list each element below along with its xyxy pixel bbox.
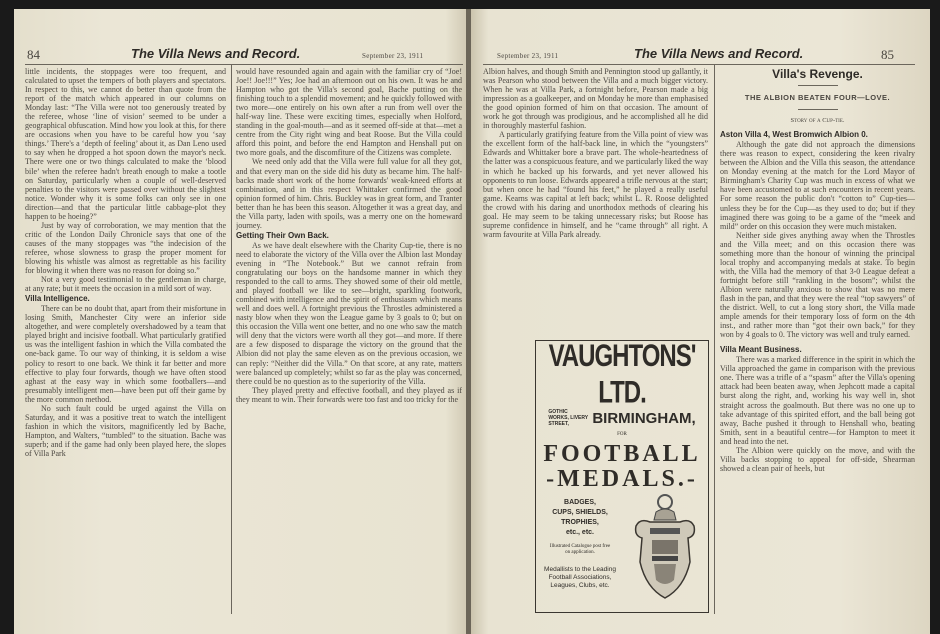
- paragraph: There was a marked difference in the spirit in which the Villa approached the game in comparison with the previous one. There was a trifle of a “spasm” after the Villa's opening attack had been beaten away, when Jephcott made a capital burst along the right, and, working his way well in, shot straight across the goalmouth. But there was no one up to take advantage of this spirited effort, and the ball being got away, Bache pushed it through to Henshall who, beating Smith, sent in a beautiful centre—for Hampton to meet it and head into the net.: [720, 355, 915, 446]
- left-column-2: [236, 67, 462, 613]
- paragraph: Although the gate did not approach the dimensions there was reason to expect, considering the keen rivalry between the Albion and the Villa this season, the attendance on Monday evening at the match for the Lord Mayor of Birmingham's Charity Cup was much in excess of what we have been accustomed to at such encounters in recent years. For some reason the public don't “cotton to” Cup-ties—unless they be for the Cup—as they used to do; but if they imagined there was going to be a game of the “meek and mild” order on this occasion they were much mistaken.: [720, 140, 915, 231]
- paragraph: would have resounded again and again with the familiar cry of “Joe! Joe!! Joe!!!” Yes; Joe had an afternoon out on his own. It was he and Hampton who got the Villa's second goal, Bache putting on the finishing touch to a splendid movement; and he quickly followed with two more—one entirely on his own after a run from well over the half-way line. These were exciting times, especially when Holford, standing in the goal-mouth—and as it seemed off-side at that—met a centre from the City right wing and beat Roose. But the Villa could afford this point, and before the end Hampton and Henshall put on two more goals, and the discomfiture of the Citizens was complete.: [236, 67, 462, 158]
- paragraph: As we have dealt elsewhere with the Charity Cup-tie, there is no need to elaborate the victory of the Villa over the Albion last Monday evening in “The Notebook.” But we cannot refrain from congratulating our boys on the handsome manner in which they responded to the call to arms. They showed some of their old mettle, and played football we like to see—bright, sparkling footwork, combined with intelligence and the spirit of enthusiasm which means well and does well. A fortnight previous the Throstles administered a nasty blow when they won the League game by 3 goals to 0; but on this occasion the Villa went one better, and no one who saw the match will deny that the victors were worth all they got—and more. If there are a few disposed to disparage the victory on the ground that the Albion did not play the same eleven as on the previous occasion, we can reply: “Neither did the Villa.” On that score, at any rate, matters were balanced up completely; whilst so far as the play was concerned, there could be no question as to the superiority of the Villa.: [236, 240, 462, 386]
- ad-football: FOOTBALL: [543, 441, 701, 467]
- column-rule: [231, 64, 232, 614]
- medal-illustration-icon: [628, 492, 702, 604]
- paragraph: We need only add that the Villa were full value for all they got, and that every man on the side did his duty as became him. The half-backs made short work of the home forwards' weak-kneed efforts at combination, and in this respect Whittaker confirmed the good opinion formed of him. Chris. Buckley was in great form, and Tranter better than he has been this season. Altogether it was a great day, and the Villa party, laden with spoils, was a merry one on the homeward journey.: [236, 157, 462, 230]
- ad-for: FOR: [617, 432, 627, 437]
- page-number: 85: [881, 47, 894, 62]
- article-subtitle: THE ALBION BEATEN FOUR—LOVE.: [744, 93, 891, 103]
- paragraph: Not a very good testimonial to the gentleman in charge, at any rate; but it meets the occasion in a mild sort of way.: [25, 275, 226, 294]
- ad-catalogue: Illustrated Catalogue post free on application.: [549, 544, 611, 555]
- match-result: Aston Villa 4, West Bromwich Albion 0.: [720, 130, 868, 140]
- header-rule: [25, 64, 463, 65]
- ad-item: CUPS, SHIELDS,: [552, 509, 608, 516]
- page-number: 84: [27, 47, 40, 62]
- article-title: Villa's Revenge.: [772, 67, 863, 81]
- issue-date: September 23, 1911: [362, 52, 424, 60]
- section-heading: Villa Meant Business.: [720, 345, 802, 355]
- section-heading: Getting Their Own Back.: [236, 230, 329, 240]
- paragraph: A particularly gratifying feature from the Villa point of view was the excellent form of the half-back line, in which the “youngsters” Edwards and Whittaker bore a brave part. The whole-heartedness of the latter was a conspicuous feature, and we particularly liked the way in which he backed up his forwards, and yet never allowed his opponents to run loose. Edwards appeared a trifle nervous at the start; but when once he had “found his feet,” he played a really useful game. Kearns was capital at left back; whilst L. R. Roose delighted the crowd with his daring and unorthodox methods of clearing his goal. He may seem to be taking unnecessary risks; but Roose has supreme confidence in himself, and he “came through” all right. A warm favourite at Villa Park already.: [483, 130, 708, 239]
- column-rule: [714, 64, 715, 614]
- header-rule: [483, 64, 915, 65]
- ad-item: etc., etc.: [565, 529, 594, 536]
- ad-city: BIRMINGHAM,: [592, 409, 696, 427]
- vaughtons-advertisement: [535, 340, 709, 613]
- ad-address: GOTHIC WORKS, LIVERY STREET,: [548, 409, 589, 427]
- paragraph: No such fault could be urged against the Villa on Saturday, and it was a positive treat to watch the intelligent fashion in which the visitors, magnificently led by Bache, Hampton, and Walters, “tumbled” to the situation. Bache was superb; and if the game had only been played here, the slopes of Villa Park: [25, 403, 226, 458]
- masthead: The Villa News and Record.: [131, 46, 301, 61]
- page-gutter: [466, 9, 471, 634]
- issue-date: September 23, 1911: [497, 52, 559, 60]
- article-kicker: Story of a Cup-tie.: [790, 117, 845, 125]
- section-heading: Villa Intelligence.: [25, 294, 90, 304]
- masthead: The Villa News and Record.: [634, 46, 804, 61]
- ad-medals: -MEDALS.-: [546, 466, 698, 492]
- paragraph: Albion halves, and though Smith and Pennington stood up gallantly, it was Pearson who stood between the Villa and a much bigger victory. When he was at Villa Park, a fortnight before, Pearson made a big impression as a goalkeeper, and on Monday he more than emphasised the good opinion formed of him on that occasion. The amount of work he got through was prodigious, and he accomplished all he did in thoroughly masterful fashion.: [483, 67, 708, 131]
- right-column-1: [483, 67, 708, 335]
- ad-item: BADGES,: [564, 499, 596, 506]
- ad-company: VAUGHTONS' LTD.: [548, 340, 696, 411]
- right-column-2: [720, 67, 915, 613]
- paragraph: Just by way of corroboration, we may mention that the critic of the London Daily Chronicle says that one of the causes of the many stoppages was “the indecision of the referee, whose slowness to grasp the proper moment for blowing his whistle was almost as regrettable as his facility for blowing it when there was no reason for doing so.”: [25, 220, 226, 276]
- ad-medallists: Medallists to the Leading Football Associations, Leagues, Clubs, etc.: [544, 566, 616, 589]
- paragraph: There can be no doubt that, apart from their misfortune in losing Smith, Manchester City were an inferior side altogether, and were completely overshadowed by a team that played bright and incisive football. What particularly gratified us was the intelligent fashion in which the Villa combated the one-back game. To our way of thinking, it is seldom a wise policy to resort to one back. We think it far better and more effective to play four forwards, though we have often stood aghast at the easy way in which some footballers—and presumably intelligent men—have been put off their game by the more common method.: [25, 304, 226, 404]
- paragraph: Neither side gives anything away when the Throstles and the Villa meet; and on this occasion there was something more than the honour of winning the principal local trophy and accompanying medals at stake. To begin with, the Villa had the memory of that 3-0 League defeat a fortnight before still “rankling in the bosom”; whilst the Albion were naturally anxious to show that was no mere flash in the pan, and that they were the real “top sawyers” of the district. Well, to cut a long story short, the Villa made ample amends for their temporary loss of form on the 4th inst., and rather more than “got their own back,” for they won by 4 goals to 0. The victory was well and truly earned.: [720, 230, 915, 340]
- paragraph: They played pretty and effective football, and they played as if they meant to win. Their forwards were too fast and too tricky for the: [236, 385, 462, 404]
- left-column-1: [25, 67, 226, 613]
- paragraph: The Albion were quickly on the move, and with the Villa backs stopping to appeal for off-side, Shearman showed a clean pair of heels, but: [720, 445, 915, 473]
- divider: [798, 85, 838, 86]
- paragraph: little incidents, the stoppages were too frequent, and calculated to upset the tempers of both players and spectators. In respect to this, we cannot do better than quote from the report of the match which appeared in our columns on Monday last: “The Villa were not too generously treated by the referee, whose ‘line of vision’ seemed to be under a geographical obfuscation. Mind how you look at this, for there are occasions when you have to be careful how you ‘say things.’ There's a ‘depth of feeling’ about it, as Dan Leno used to say when he dropped a hot spoon down the mayor's neck. There were one or two things calculated to make the ‘blood bile’ when the referee hadn't breath enough to make a tootle on Saturday, particularly when a couple of well-deserved penalties to the visitors were passed over without the slightest notice. Wonder why it is some folks can only see in one direction—and that the particular little cabbage-plot they happen to be hoeing?”: [25, 67, 226, 221]
- divider: [798, 109, 838, 110]
- ad-item: TROPHIES,: [561, 519, 599, 526]
